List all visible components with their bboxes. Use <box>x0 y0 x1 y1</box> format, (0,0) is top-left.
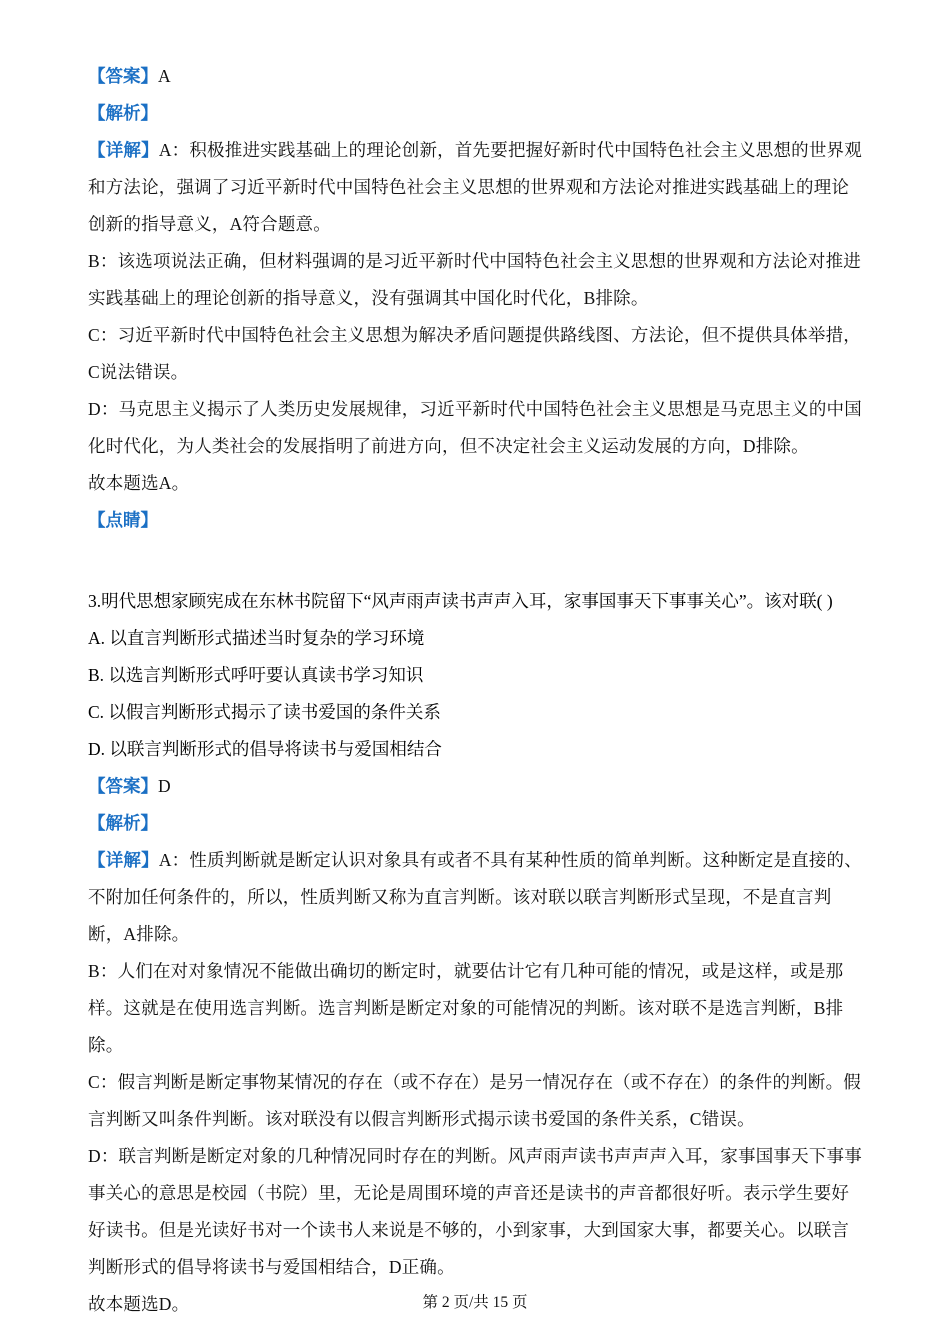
q-explanation-paragraph-d: D：联言判断是断定对象的几种情况同时存在的判断。风声雨声读书声声声入耳，家事国事天下事事事关心的意思是校园（书院）里，无论是周围环境的声音还是读书的声音都很好听。表示学生要好好读书。但是光读好书对一个读书人来说是不够的，小到家事，大到国家大事，都要关心。以联言判断形式的倡导将读书与爱国相结合，D正确。 <box>88 1146 862 1277</box>
analysis-line <box>88 95 862 132</box>
question-analysis-label: 【解析】 <box>88 813 158 833</box>
analysis-label: 【解析】 <box>88 103 158 123</box>
q-explanation-text-a: A：性质判断就是断定认识对象具有或者不具有某种性质的简单判断。这种断定是直接的、不附加任何条件的，所以，性质判断又称为直言判断。该对联以联言判断形式呈现，不是直言判断，A排除。 <box>88 850 862 944</box>
q-explanation-paragraph-c: C：假言判断是断定事物某情况的存在（或不存在）是另一情况存在（或不存在）的条件的判断。假言判断又叫条件判断。该对联没有以假言判断形式揭示读书爱国的条件关系，C错误。 <box>88 1072 861 1129</box>
keypoint-label: 【点睛】 <box>88 510 158 530</box>
answer-line <box>88 58 862 95</box>
keypoint-line <box>88 502 862 539</box>
page-footer: 第 2 页/共 15 页 <box>422 1294 528 1311</box>
section-spacer <box>88 539 862 583</box>
question-answer-value: D <box>158 776 171 796</box>
q-explanation-label: 【详解】 <box>88 850 159 870</box>
question-answer-label: 【答案】 <box>88 776 158 796</box>
question-stem <box>88 583 862 620</box>
option-b[interactable]: B. 以选言判断形式呼吁要认真读书学习知识 <box>88 665 424 685</box>
q-explanation-paragraph-a <box>88 842 862 953</box>
question-number: 3. <box>88 591 102 611</box>
question-answer-line <box>88 768 862 805</box>
question-analysis-line <box>88 805 862 842</box>
question-text: 明代思想家顾宪成在东林书院留下“风声雨声读书声声入耳，家事国事天下事事关心”。该对联( ) <box>101 591 833 611</box>
option-d[interactable]: D. 以联言判断形式的倡导将读书与爱国相结合 <box>88 739 442 759</box>
explanation-paragraph-a <box>88 132 862 243</box>
option-a[interactable]: A. 以直言判断形式描述当时复杂的学习环境 <box>88 628 425 648</box>
option-c[interactable]: C. 以假言判断形式揭示了读书爱国的条件关系 <box>88 702 441 722</box>
explanation-paragraph-d: D：马克思主义揭示了人类历史发展规律，习近平新时代中国特色社会主义思想是马克思主义的中国化时代化，为人类社会的发展指明了前进方向，但不决定社会主义运动发展的方向，D排除。 <box>88 399 862 456</box>
q-explanation-paragraph-b: B：人们在对对象情况不能做出确切的断定时，就要估计它有几种可能的情况，或是这样，或是那样。这就是在使用选言判断。选言判断是断定对象的可能情况的判断。该对联不是选言判断，B排除。 <box>88 961 844 1055</box>
explanation-text-a: A：积极推进实践基础上的理论创新，首先要把握好新时代中国特色社会主义思想的世界观和方法论，强调了习近平新时代中国特色社会主义思想的世界观和方法论对推进实践基础上的理论创新的指导意义，A符合题意。 <box>88 140 862 234</box>
conclusion-line: 故本题选A。 <box>88 473 190 493</box>
q-conclusion-line: 故本题选D。 <box>88 1294 190 1314</box>
explanation-label: 【详解】 <box>88 140 159 160</box>
answer-value: A <box>158 66 171 86</box>
explanation-paragraph-b: B：该选项说法正确，但材料强调的是习近平新时代中国特色社会主义思想的世界观和方法论对推进实践基础上的理论创新的指导意义，没有强调其中国化时代化，B排除。 <box>88 251 861 308</box>
answer-label: 【答案】 <box>88 66 158 86</box>
explanation-paragraph-c: C：习近平新时代中国特色社会主义思想为解决矛盾问题提供路线图、方法论，但不提供具体举措，C说法错误。 <box>88 325 861 382</box>
